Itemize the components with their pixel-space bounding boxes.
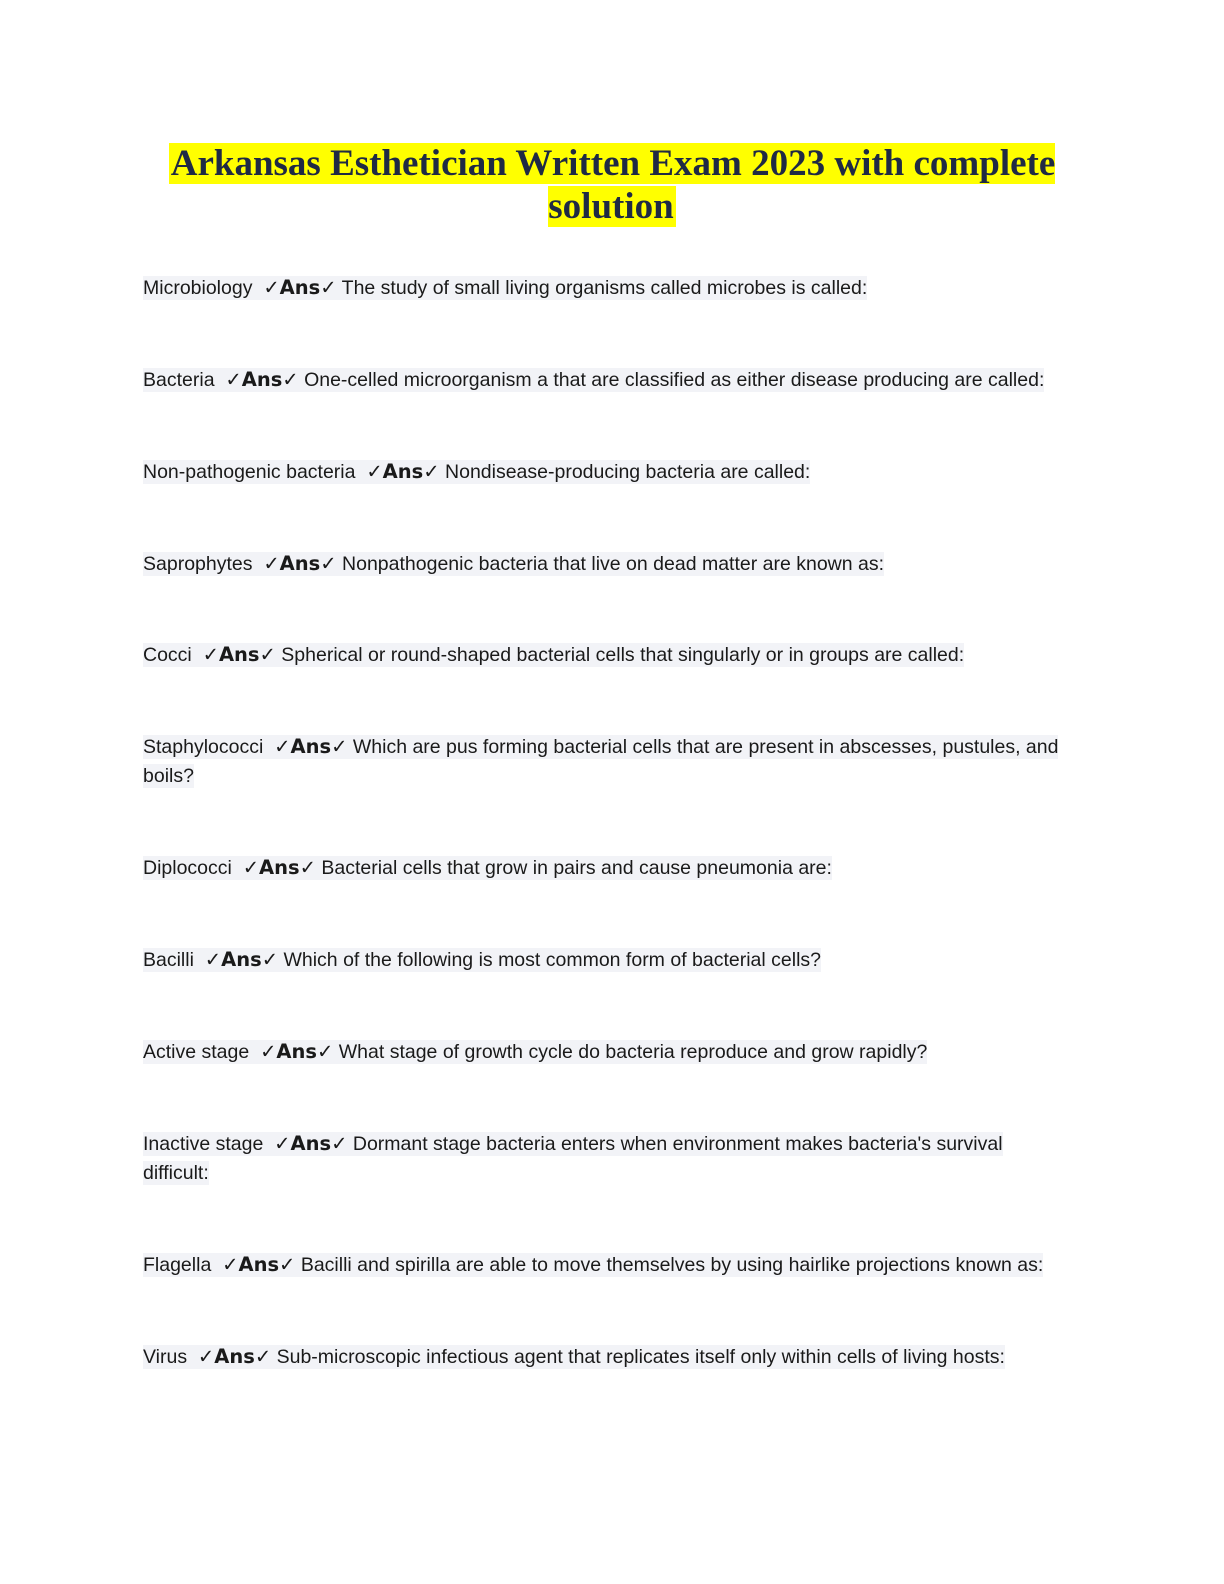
answer-marker: ✓Ans✓ [197,1345,272,1368]
qa-term: Virus [143,1346,188,1368]
answer-marker: ✓Ans✓ [366,460,440,483]
answer-marker: ✓Ans✓ [242,856,316,879]
title-highlight: Arkansas Esthetician Written Exam 2023 with complete solution [170,143,1056,227]
qa-question: Bacterial cells that grow in pairs and cause pneumonia are: [321,857,832,879]
qa-term: Inactive stage [143,1133,264,1155]
qa-question: Sub-microscopic infectious agent that replicates itself only within cells of living hosts: [276,1346,1005,1368]
qa-item [143,1342,1073,1372]
answer-marker: ✓Ans✓ [263,552,337,575]
qa-term: Active stage [143,1041,250,1063]
qa-term: Bacteria [143,369,215,391]
qa-item [143,549,1073,579]
qa-question: Which of the following is most common form of bacterial cells? [283,949,822,971]
qa-item [143,457,1073,487]
qa-item [143,1037,1073,1067]
qa-term: Flagella [143,1254,212,1276]
qa-term: Saprophytes [143,553,253,575]
qa-question: What stage of growth cycle do bacteria reproduce and grow rapidly? [338,1041,928,1063]
answer-marker: ✓Ans✓ [274,735,348,758]
qa-question: The study of small living organisms called microbes is called: [341,277,868,299]
answer-marker: ✓Ans✓ [263,276,337,299]
qa-term: Microbiology [143,277,253,299]
qa-term: Bacilli [143,949,194,971]
answer-marker: ✓Ans✓ [225,368,299,391]
qa-question: Which are pus forming bacterial cells that are present in abscesses, pustules, and boils? [143,736,1059,787]
answer-marker: ✓Ans✓ [204,948,279,971]
qa-item [143,1129,1073,1188]
answer-marker: ✓Ans✓ [222,1253,296,1276]
qa-item [143,640,1073,670]
answer-marker: ✓Ans✓ [260,1040,334,1063]
qa-item [143,945,1073,975]
qa-question: Nonpathogenic bacteria that live on dead matter are known as: [342,553,885,575]
qa-term: Diplococci [143,857,232,879]
qa-item [143,365,1073,395]
qa-item [143,1250,1073,1280]
qa-item [143,853,1073,883]
qa-term: Non-pathogenic bacteria [143,461,356,483]
qa-term: Cocci [143,644,192,666]
qa-item [143,273,1073,303]
qa-item [143,732,1073,791]
document-title [150,142,1074,228]
qa-question: Spherical or round-shaped bacterial cells that singularly or in groups are called: [281,644,965,666]
qa-question: Nondisease-producing bacteria are called: [445,461,811,483]
qa-question: One-celled microorganism a that are classified as either disease producing are called: [304,369,1045,391]
qa-term: Staphylococci [143,736,264,758]
answer-marker: ✓Ans✓ [274,1132,348,1155]
qa-question: Dormant stage bacteria enters when environment makes bacteria's survival difficult: [143,1133,1003,1184]
answer-marker: ✓Ans✓ [202,643,276,666]
qa-question: Bacilli and spirilla are able to move themselves by using hairlike projections known as: [300,1254,1044,1276]
